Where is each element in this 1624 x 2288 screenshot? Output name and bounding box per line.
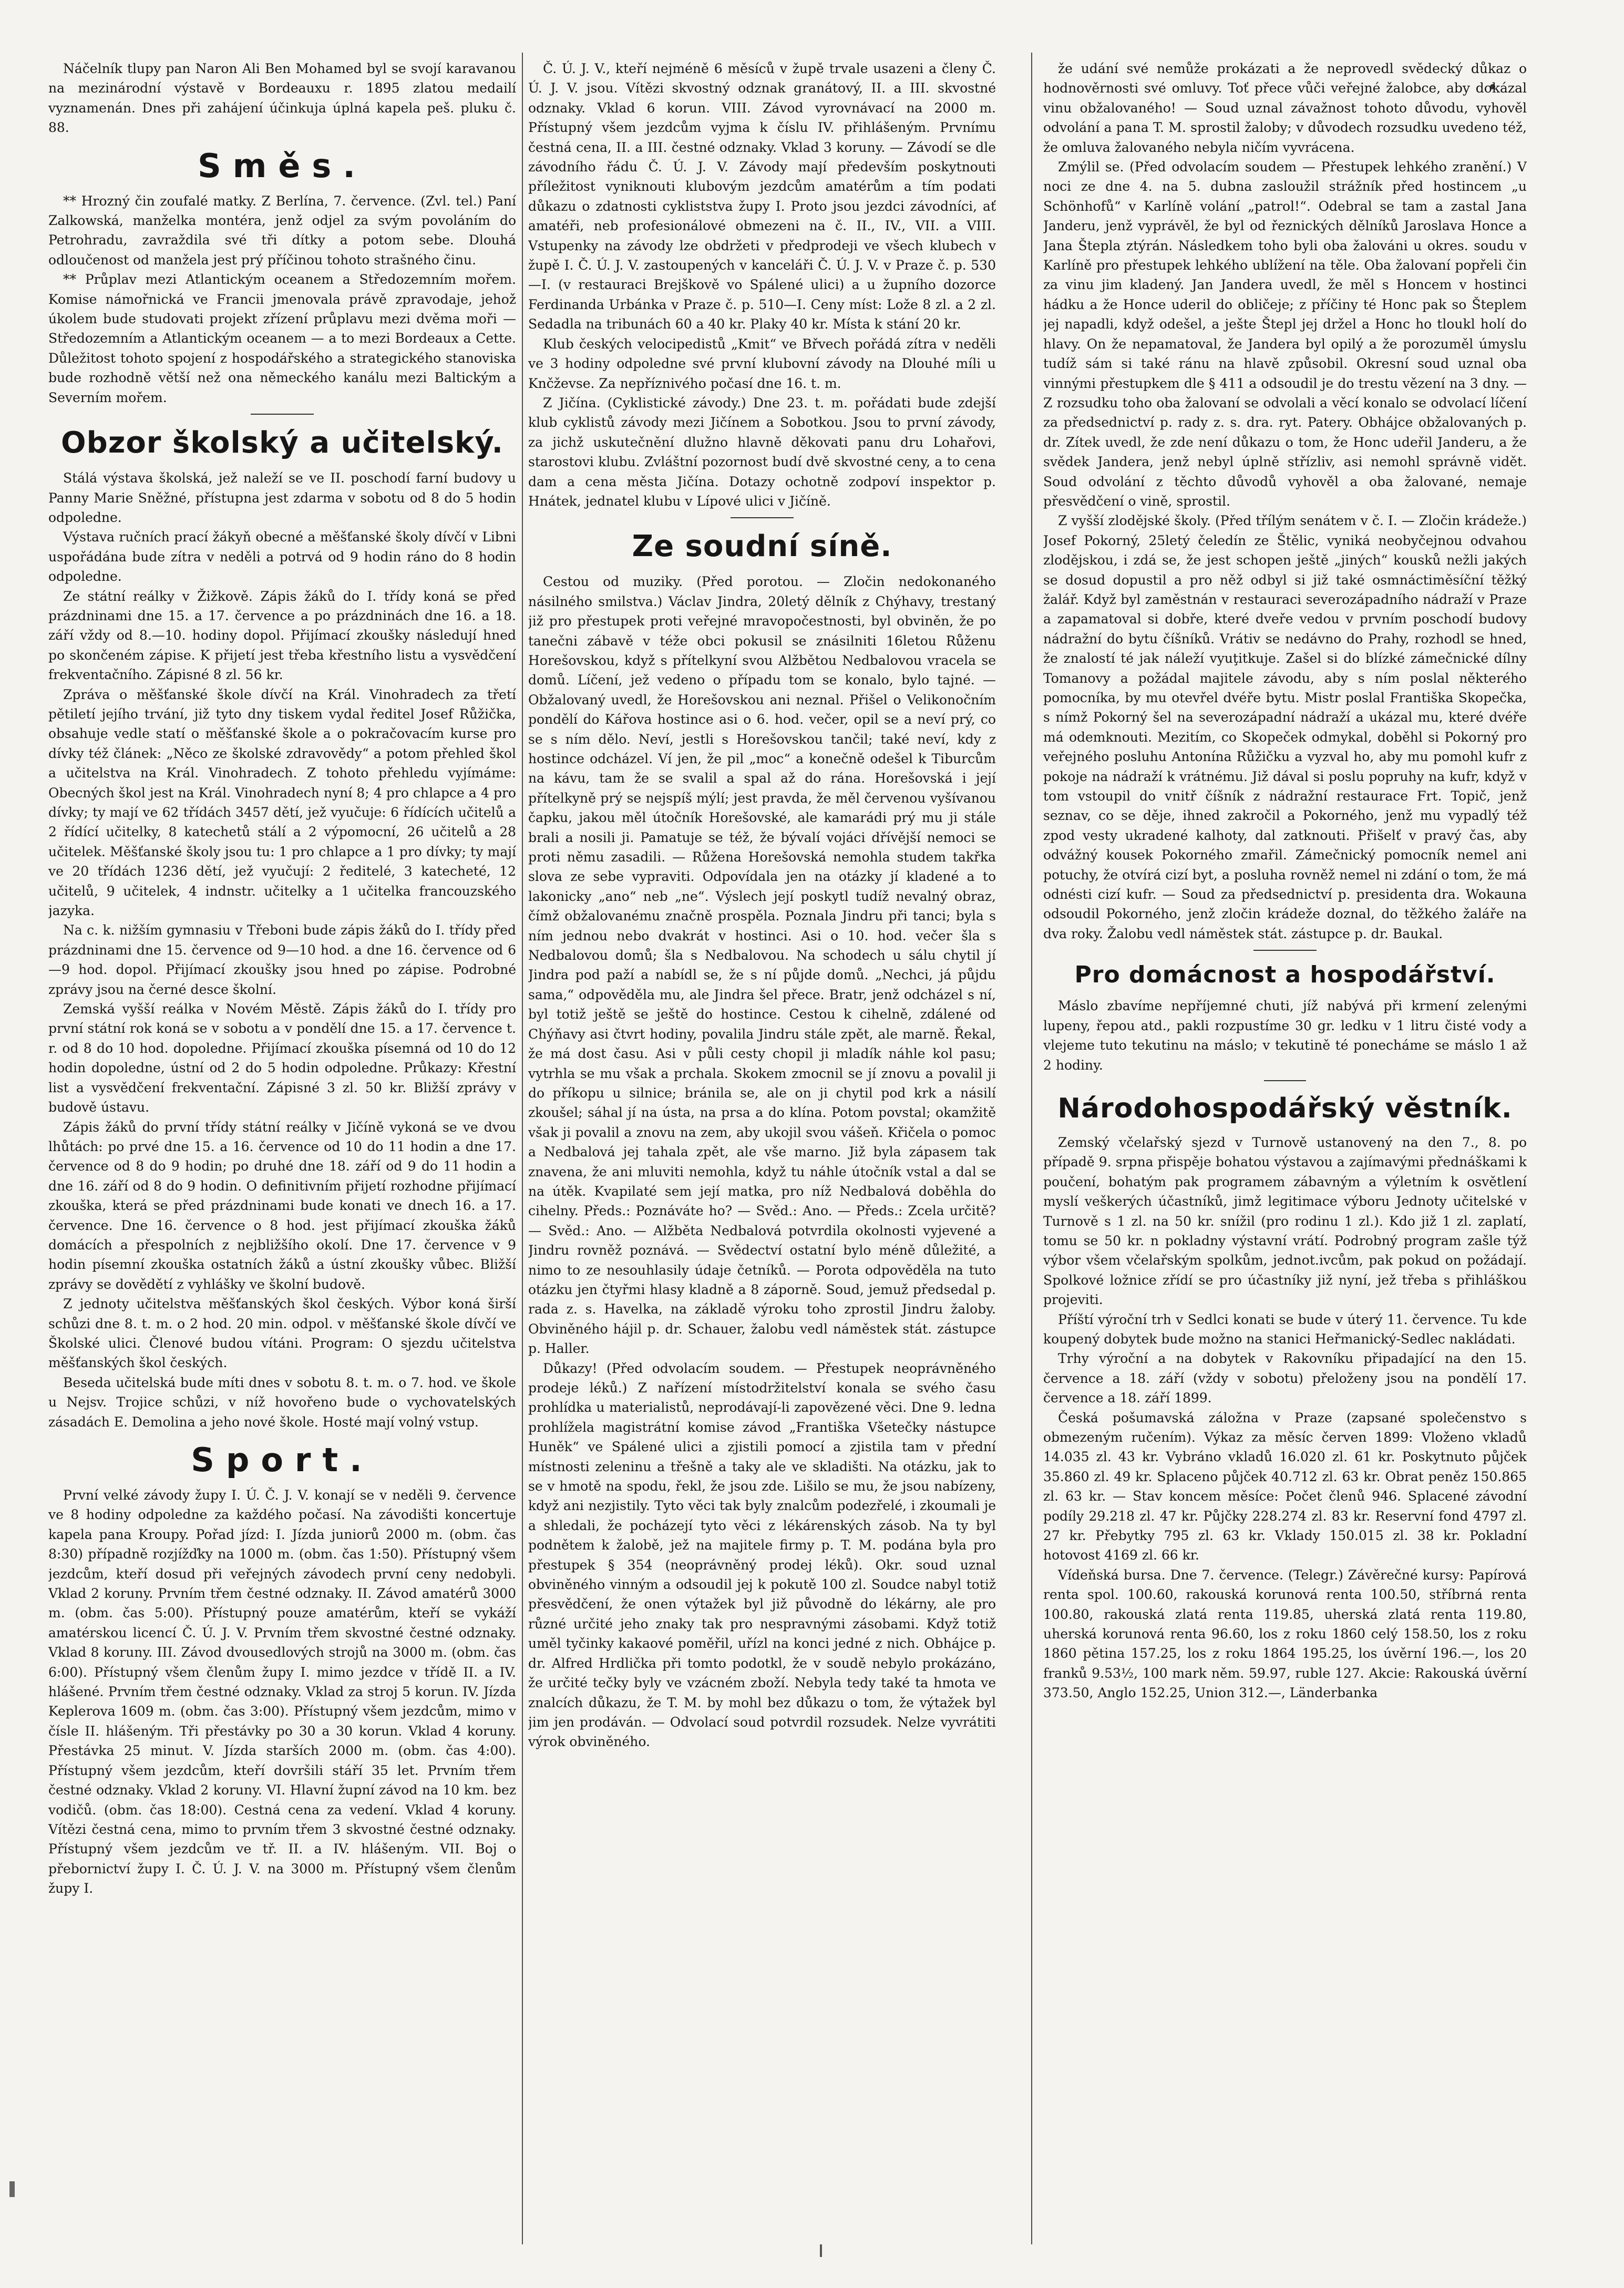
obzor-item: Zemská vyšší reálka v Novém Městě. Zápis žáků do I. třídy pro první státní rok koná se v sobotu a v pondělí dne 15. a 17. července t. r. od 8 do 10 hod. dopoledne. Přijímací zkouška písemná od 10 do 12 hodin dopoledne, ústní od 2 do 5 hodin odpoledne. Průkazy: Křestní list a vysvědčení frekventační. Zápisné 3 zl. 50 kr. Bližší zprávy v budově ústavu. [48, 1001, 516, 1115]
obzor-item: Zpráva o měšťanské škole dívčí na Král. Vinohradech za třetí pětiletí jejího trvání, již tyto dny tiskem vydal ředitel Josef Růžička, obsahuje vedle statí o měšťanské škole a o pokračovacím kurse pro dívky též článek: „Něco ze školské zdravovědy“ a potom přehled škol a učitelstva na Král. Vinohradech. Z tohoto přehledu vyjímáme: Obecných škol jest na Král. Vinohradech nyní 8; 4 pro chlapce a 4 pro dívky; ty mají ve 62 třídách 3457 dětí, jež vyučuje: 6 řídících učitelů a 2 řídící učitelky, 8 katechetů stálí a 2 výpomocní, 26 učitelů a 28 učitelek. Měšťanské školy jsou tu: 1 pro chlapce a 1 pro dívky; ty mají ve 20 třídách 1236 dětí, jež vyučují: 2 ředitelé, 3 katecheté, 12 učitelů, 9 učitelek, 4 indnstr. učitelky a 1 učitelka francouzského jazyka. [48, 686, 516, 919]
section-title-sport: Sport. [191, 1441, 374, 1479]
print-mark [820, 2244, 822, 2257]
economic-item: Trhy výroční a na dobytek v Rakovníku připadající na den 15. července a 18. září (vždy v sobotu) přeloženy jsou na pondělí 17. července a 18. září 1899. [1043, 1351, 1527, 1406]
section-rule [1253, 950, 1317, 951]
column-divider [522, 53, 523, 2244]
court-continuation: že udání své nemůže prokázati a že neprovedl svědecký důkaz o hodnověrnosti své omluvy. Toť přece vůči veřejné žalobce, aby dokázal vinu obžalovaného! — Soud uznal závažnost tohoto důvodu, vyhověl odvolání a pana T. M. sprostil žaloby; v důvodech rozsudku uvedeno též, že omluva žalovaného nebyla ničím vyvrácena. [1043, 61, 1527, 155]
court-item: Zmýlil se. (Před odvolacím soudem — Přestupek lehkého zranění.) V noci ze dne 4. na 5. dubna zasloužil strážník před hostincem „u Schönhofů“ v Karlíně volání „patrol!“. Odebral se tam a zastal Jana Janderu, jenž vyprávěl, že byl od řeznických dělníků Jaroslava Honce a Jana Štepla ztýrán. Následkem toho byli oba žalováni u okres. soudu v Karlíně pro přestupek lehkého ublížení na těle. Oba žalovaní popřeli čin za vinu jim kladený. Jan Jandera uvedl, že měl s Honcem v hostinci hádku a že Honce uderil do obličeje; z příčiny té Honc pak so Šteplem jej napadli, když odešel, a ješte Štepl jej držel a Honc ho tloukl holí do hlavy. On že nepamatoval, že Jandera byl opilý a že porozuměl úmyslu tudíž sám si také ránu na hlavě způsobil. Okresní soud uznal oba vinnými přestupkem dle § 411 a odsoudil je do trestu vězení na 3 dny. — Z rozsudku toho oba žalovaní se odvolali a věcí konalo se odvolací líčení za předsednictví p. rady z. s. dra. ryt. Patery. Obhájce obžalovaných p. dr. Zítek uvedl, že zde není důkazu o tom, že Honc udeřil Janderu, a že svědek Jandera, jenž nebyl úplně střízliv, asi nemohl správně vidět. Soud odvolání z těchto důvodů vyhověl a oba žalované, nemaje přesvědčení o vině, sprostil. [1043, 159, 1527, 509]
obzor-item: Ze státní reálky v Žižkově. Zápis žáků do I. třídy koná se před prázdninami dne 15. a 17. července a po prázdninách dne 16. a 18. září vždy od 8.—10. hodiny dopol. Přijímací zkoušky následují hned po skončeném zápise. K přijetí jest třeba křestního listu a vysvědčení frekventačního. Zápisné 8 zl. 56 kr. [48, 588, 516, 683]
column-2 [528, 59, 996, 2235]
column-divider [1031, 53, 1032, 2244]
section-rule [251, 414, 314, 415]
smes-item: ** Hrozný čin zoufalé matky. Z Berlína, 7. července. (Zvl. tel.) Paní Zalkowská, manželka montéra, jenž odjel za svým povoláním do Petrohradu, zavraždila své tři dítky a potom sebe. Dlouhá odloučenost od manžela jest prý příčinou tohoto strašného činu. [48, 193, 516, 268]
obzor-item: Na c. k. nižším gymnasiu v Třeboni bude zápis žáků do I. třídy před prázdninami dne 15. července od 9—10 hod. a dne 16. července od 6—9 hod. dopol. Přijímací zkoušky jsou hned po zápise. Podrobné zprávy jsou na černé desce školní. [48, 922, 516, 997]
obzor-item: Zápis žáků do první třídy státní reálky v Jičíně vykoná se ve dvou lhůtách: po prvé dne 15. a 16. července od 10 do 11 hodin a dne 17. července od 8 do 9 hodin; po druhé dne 18. září od 9 do 11 hodin a dne 16. září od 8 do 9 hodin. O definitivním přijetí rozhodne přijímací zkouška, která se před prázdninami bude konati ve dnech 16. a 17. července. Dne 16. července o 8 hod. jest přijímací zkouška žáků domácích a přespolních z nejbližšího okolí. Dne 17. července v 9 hodin písemní zkouška ostatních žáků a ústní zkoušky vůbec. Bližší zprávy se dovědětí z vyhlášky ve školní budově. [48, 1119, 516, 1292]
economic-item: Česká pošumavská záložna v Praze (zapsané společenstvo s obmezeným ručením). Výkaz za měsíc červen 1899: Vloženo vkladů 14.035 zl. 43 kr. Vybráno vkladů 16.020 zl. 61 kr. Poskytnuto půjček 35.860 zl. 49 kr. Splaceno půjček 40.712 zl. 63 kr. Obrat peněz 150.865 zl. 63 kr. — Stav koncem měsíce: Počet členů 946. Splacené závodní podíly 29.218 zl. 47 kr. Půjčky 228.274 zl. 83 kr. Reservní fond 4797 zl. 27 kr. Přebytky 795 zl. 63 kr. Vklady 150.015 zl. 38 kr. Pokladní hotovost 4169 zl. 66 kr. [1043, 1410, 1527, 1563]
obzor-item: Beseda učitelská bude míti dnes v sobotu 8. t. m. o 7. hod. ve škole u Nejsv. Trojice schůzi, v níž hovořeno bude o vychovatelských zásadách E. Demolina a jeho nové škole. Hosté mají volný vstup. [48, 1374, 516, 1430]
obzor-item: Výstava ručních prací žákyň obecné a měšťanské školy dívčí v Libni uspořádána bude zítra v neděli a potrvá od 9 hodin ráno do 8 hodin odpoledne. [48, 529, 516, 584]
section-title-vestnik: Národohospodářský věstník. [1057, 1092, 1513, 1124]
smes-item: ** Průplav mezi Atlantickým oceanem a Středozemním mořem. Komise námořnická ve Francii jmenovala právě zpravodaje, jehož úkolem bude studovati projekt zřízení průplavu mezi dvěma moři — Středozemním a Atlantickým oceanem — a to mezi Bordeaux a Cette. Důležitost tohoto spojení z hospodářského a strategického stanoviska bude rozhodně větší než ona německého kanálu mezi Baltickým a Severním mořem. [48, 272, 516, 405]
obzor-item: Z jednoty učitelstva měšťanských škol českých. Výbor koná širší schůzi dne 8. t. m. o 2 hod. 20 min. odpol. v měšťanské škole dívčí ve Školské ulici. Členové budou vítáni. Program: O sjezdu učitelstva měšťanských škol českých. [48, 1296, 516, 1371]
sport-item: Z Jičína. (Cyklistické závody.) Dne 23. t. m. pořádati bude zdejší klub cyklistů závody mezi Jičínem a Sobotkou. Jsou to první závody, za jichž uskutečnění dlužno hlavně děkovati panu dru Lohařovi, starostovi klubu. Zvláštní pozornost budí dvě skvostné ceny, a to cena dam a cena města Jičína. Dotazy ochotně zodpoví inspektor p. Hnátek, jednatel klubu v Lípové ulici v Jičíně. [528, 395, 996, 509]
court-item: Důkazy! (Před odvolacím soudem. — Přestupek neoprávněného prodeje léků.) Z nařízení místodržitelství konala se svého času prohlídka u materialistů, neprodávají-li zapovězené věci. Dne 9. ledna prohlížela magistrátní komise závod „Františka Všetečky nástupce Huněk“ ve Spálené ulici a zjistili pomocí a zjistila tam v přední místnosti zeleninu a třešně a taky ale ve skladišti. Na otázku, jak to se v hmotě na spodu, řekl, že jsou zde. Lišilo se mu, že jsou nabízeny, když ani nezjistily. Tyto věci tak byly znalcům podezřelé, i zkoumali je a shledali, že pocházejí tyto věci z lékárenských zásob. Na ty byl podnětem k žalobě, jež na majitele firmy p. T. M. podána byla pro přestupek § 354 (neoprávněný prodej léků). Okr. soud uznal obviněného vinným a odsoudil jej k pokutě 100 zl. Soudce nabyl totiž přesvědčení, že onen výtažek byl již původně do lékárny, ale pro různé určité jeho znaky tak pro nespravnými zásobami. Když totiž uměl tyčinky kakaové poměřil, uřízl na konci jedné z nich. Obhájce p. dr. Alfred Hrdlička při tomto podotkl, že v soudě nebylo prokázáno, že určité tečky byly ve vzácném zboží. Nebyla tedy také ta hmota ve znalcích důkazu, že T. M. by mohl bez důkazu o tom, že výtažek byl jim jen prodáván. — Odvolací soud potvrdil rozsudek. Nelze vyvrátiti výrok obviněného. [528, 1360, 996, 1750]
economic-item: Příští výroční trh v Sedlci konati se bude v úterý 11. července. Tu kde koupený dobytek bude možno na stanici Heřmanický-Sedlec nakládati. [1043, 1311, 1527, 1347]
sport-item: Klub českých velocipedistů „Kmit“ ve Břvech pořádá zítra v neděli ve 3 hodiny odpoledne své první klubovní závody na Dlouhé míli u Knčževse. Za nepříznivého počasí dne 16. t. m. [528, 336, 996, 391]
court-item: Cestou od muziky. (Před porotou. — Zločin nedokonaného násilného smilstva.) Václav Jindra, 20letý dělník z Chýhavy, trestaný již pro přestupek proti veřejné mravopočestnosti, byl obviněn, že po tanečni zábavě v téže obci pokusil se znásilniti 16letou Růženu Horešovskou, když s přítelkyní svou Alžbětou Nedbalovou vracela se domů. Líčení, jež vedeno o případu tom se konalo, bylo tajné. — Obžalovaný uvedl, že Horešovskou ani neznal. Přišel o Velikonočním pondělí do Kářova hostince asi o 6. hod. večer, opil se a neví prý, co se s ním dělo. Neví, jestli s Horešovskou tančil; také neví, kdy z hostince odcházel. Ví jen, že pil „moc“ a konečně odešel k Tiburcům na kávu, tam že se svalil a spal až do rána. Horešovská i její přítelkyně prý se nejspíš mýlí; jest pravda, že měl červenou vyšívanou čapku, jakou měl útočník Horešovské, ale kamarádi prý mu ji stále brali a nosili ji. Pamatuje se též, že bývalí vojáci dřívější nemoci se proti němu zasadili. — Růžena Horešovská nemohla studem takřka slova ze sebe vypraviti. Odpovídala jen na otázky jí kladené a to lakonicky „ano“ neb „ne“. Výslech její poskytl tudíž nevalný obraz, čímž obžalovanému značně prospěla. Poznala Jindru při tanci; byla s ním jednou nebo dvakrát v hostinci. Asi o 10. hod. večer šla s Nedbalovou domů; šla s Nedbalovou. Na schodech u sálu chytil jí Jindra pod paží a nabídl se, že s ní půjde domů. „Nechci, já půjdu sama,“ odpověděla mu, ale Jindra šel přece. Bratr, jenž odcházel s ní, byl totiž ještě se ještě do hostince. Cestou k cihelně, zdálené od Chýňavy asi čtvrt hodiny, povalila Jindru stále zpět, ale marně. Řekal, že má dost času. Asi v půli cesty chopil ji mladík náhle kol pasu; vytrhla se mu však a prchala. Skokem zmocnil se jí znovu a povalil ji do příkopu u silnice; bránila se, ale on ji chytil pod krk a násilí zkoušel; sáhal jí na ústa, na prsa a do klína. Potom povstal; okamžitě však ji povalil a znovu na zem, aby ukojil svou vášeň. Křičela o pomoc a Nedbalová jej tahala zpět, ale vše marno. Již byla zápasem tak znavena, že ani mluviti nemohla, když tu náhle útočník vstal a dal se na útěk. Kvapilaté sem její matka, pro níž Nedbalová doběhla do cihelny. Předs.: Poznáváte ho? — Svěd.: Ano. — Předs.: Zcela určitě? — Svěd.: Ano. — Alžběta Nedbalová potvrdila okolnosti vyjevené a Jindru rovněž poznává. — Svědectví ostatní bylo méně důležité, a nimo to ze nesouhlasily údaje četníků. — Porota odpověděla na tuto otázku jen čtyřmi hlasy kladně a 8 záporně. Soud, jemuž předsedal p. rada z. s. Havelka, na základě výroku toho zprostil Jindru žaloby. Obviněného hájil p. dr. Schauer, žalobu vedl náměstek stát. zástupce p. Haller. [528, 574, 996, 1357]
margin-mark [9, 2181, 15, 2197]
intro-paragraph: Náčelník tlupy pan Naron Ali Ben Mohamed byl se svojí karavanou na mezinárodní výstavě v Bordeauxu r. 1895 zlatou medailí vyznamenán. Dnes při zahájení účinkuja úplná kapela peš. pluku č. 88. [48, 61, 516, 136]
economic-item: Vídeňská bursa. Dne 7. července. (Telegr.) Závěrečné kursy: Papírová renta spol. 100.60, rakouská korunová renta 100.50, stříbrná renta 100.80, rakouská zlatá renta 119.85, uherská zlatá renta 119.80, uherská korunová renta 96.60, los z roku 1860 celý 158.50, los z roku 1860 pětina 157.25, los z roku 1864 195.25, los úvěrní 196.—, los 20 franků 9.53½, 100 mark něm. 59.97, ruble 127. Akcie: Rakouská úvěrní 373.50, Anglo 152.25, Union 312.—, Länderbanka [1043, 1567, 1527, 1701]
economic-item: Zemský včelařský sjezd v Turnově ustanovený na den 7., 8. po případě 9. srpna přispěje bohatou výstavou a zajímavými přednáškami k poučení, bohatým pak programem zábavným a výletním k osvětlení myslí veškerých účastníků, jimž legitimace výboru Jednoty učitelské v Turnově s 1 zl. na 50 kr. snížil (pro rodinu 1 zl.). Kdo již 1 zl. zaplatí, tomu se 50 kr. n pokladny výstavní vrátí. Podrobný program zašle týž výbor všem včelařským spolkům, jednot.ivcům, pak pokud on požádají. Spolkové ložnice zřídí se pro účastníky již nyní, jež třeba s přihláškou projeviti. [1043, 1134, 1527, 1308]
sport-item: První velké závody župy I. Ú. Č. J. V. konají se v neděli 9. července ve 8 hodiny odpoledne za každého počasí. Na závodišti koncertuje kapela pana Kroupy. Pořad jízd: I. Jízda juniorů 2000 m. (obm. čas 8:30) případně rozjížďky na 1000 m. (obm. čas 1:50). Přístupný všem jezdcům, kteří dosud při veřejných závodech první ceny nedobyli. Vklad 2 koruny. Prvním třem čestné odznaky. II. Závod amatérů 3000 m. (obm. čas 5:00). Přístupný pouze amatérům, kteří se vykáží amatérskou licencí Č. Ú. J. V. Prvním třem skvostné čestné odznaky. Vklad 8 koruny. III. Závod dvousedlových strojů na 3000 m. (obm. čas 6:00). Přístupný všem členům župy I. mimo jezdce v třídě II. a IV. hlášené. Prvním třem čestné odznaky. Vklad za stroj 5 korun. IV. Jízda Keplerova 1609 m. (obm. čas 3:00). Přístupný všem jezdcům, mimo v čísle II. hlášeným. Tři přestávky po 30 a 30 korun. Vklad 4 koruny. Přestávka 25 minut. V. Jízda starších 2000 m. (obm. čas 4:00). Přístupný všem jezdcům, kteří dovršili stáří 35 let. Prvním třem čestné odznaky. Vklad 2 koruny. VI. Hlavní župní závod na 10 km. bez vodičů. (obm. čas 18:00). Cestná cena za vedení. Vklad 4 koruny. Vítězi čestná cena, mimo to prvním třem 3 skvostné čestné odznaky. Přístupný všem jezdcům ve tř. II. a IV. hlášeným. VII. Boj o přebornictví župy I. Č. Ú. J. V. na 3000 m. Přístupný všem členům župy I. [48, 1487, 516, 1896]
household-item: Máslo zbavíme nepříjemné chuti, jíž nabývá při krmení zelenými lupeny, řepou atd., pakli rozpustíme 30 gr. ledku v 1 litru čisté vody a vlejeme tuto tekutinu na máslo; v tekutině té ponecháme se máslo 1 až 2 hodiny. [1043, 998, 1527, 1073]
court-item: Z vyšší zlodějské školy. (Před třílým senátem v č. I. — Zločin krádeže.) Josef Pokorný, 25letý čeledín ze Štělic, vyniká neobyčejnou odvahou zlodějskou, i zdá se, že jest schopen ještě „jiných“ kousků nežli jakých se dosud dopustil a pro něž odbyl si již také osmnáctiměsíční těžký žalář. Když byl zaměstnán v restauraci severozápadního nádraží v Praze a zapamatoval si dobře, které dveře vedou v prvním poschodí budovy nádražní do bytu číšníků. Vrátiv se nedávno do Prahy, rozhodl se hned, že znalostí té jak náleží vyuţitkuje. Zašel si do blízké zámečnické dílny Tomanovy a požádal majitele závodu, aby s ním poslal některého pomocníka, by mu otevřel dvéře bytu. Mistr poslal Františka Skopečka, s nímž Pokorný šel na severozápadní nádraží a ukázal mu, které dvéře má odemknouti. Mezitím, co Skopeček odmykal, doběhl si Pokorný pro veřejného posluhu Antonína Růžičku a vyzval ho, aby mu pomohl kufr z pokoje na nádraží k vrátnému. Již dával si poslu popruhy na kufr, když v tom vstoupil do vnitř číšník z nádražní restaurace Frt. Topič, jenž seznav, co se děje, ihned zakročil a Pokorného, jenž mu vypadlý též zpod vesty ukradené kalhoty, dal zatknouti. Přišelť v pravý čas, aby odvážný kousek Pokorného zmařil. Zámečnický pomocník nemel ani potuchy, že otvírá cizí byt, a posluha rovněž nemel ni zdání o tom, že má odnésti cizí kufr. — Soud za předsednictví p. presidenta dra. Wokauna odsoudil Pokorného, jenž zločin krádeže doznal, do těžkého žaláře na dva roky. Žalobu vedl náměstek stát. zástupce p. dr. Baukal. [1043, 513, 1527, 941]
sport-continuation: Č. Ú. J. V., kteří nejméně 6 měsíců v župě trvale usazeni a členy Č. Ú. J. V. jsou. Vítězi skvostný odznak granátový, II. a III. skvostné odznaky. Vklad 6 korun. VIII. Závod vyrovnávací na 2000 m. Přístupný všem jezdcům vyjma k číslu IV. přihlášeným. Prvnímu čestná cena, II. a III. čestné odznaky. Vklad 3 koruny. — Závodí se dle závodního řádu Č. Ú. J. V. Závody mají především poskytnouti příležitost vyniknouti klubovým jezdcům amatérům a tím podati důkazu o zdatnosti cykliststva župy I. Proto jsou jezdci závodníci, ať amatéři, neb profesionálové obmezeni na č. II., IV., VII. a VIII. Vstupenky na závody lze obdržeti v předprodeji ve všech klubech v župě I. Č. Ú. J. V. zastoupených v kanceláři Č. Ú. J. V. v Praze č. p. 530—I. (v restauraci Brejškově vo Spálené ulici) a u župního dozorce Ferdinanda Urbánka v Praze č. p. 510—I. Ceny míst: Lože 8 zl. a 2 zl. Sedadla na tribunách 60 a 40 kr. Plaky 40 kr. Místa k stání 20 kr. [528, 61, 996, 332]
section-title-obzor: Obzor školský a učitelský. [61, 426, 503, 460]
obzor-item: Stálá výstava školská, jež naleží se ve II. poschodí farní budovy u Panny Marie Sněžné, přístupna jest zdarma v sobotu od 8 do 5 hodin odpoledne. [48, 470, 516, 525]
column-1 [48, 59, 516, 2235]
column-3 [1043, 59, 1527, 2235]
section-title-smes: Směs. [198, 146, 367, 185]
section-rule [731, 517, 794, 518]
section-title-domacnost: Pro domácnost a hospodářství. [1074, 961, 1496, 989]
section-rule [1264, 1080, 1306, 1081]
section-title-soudni: Ze soudní síně. [632, 529, 892, 564]
